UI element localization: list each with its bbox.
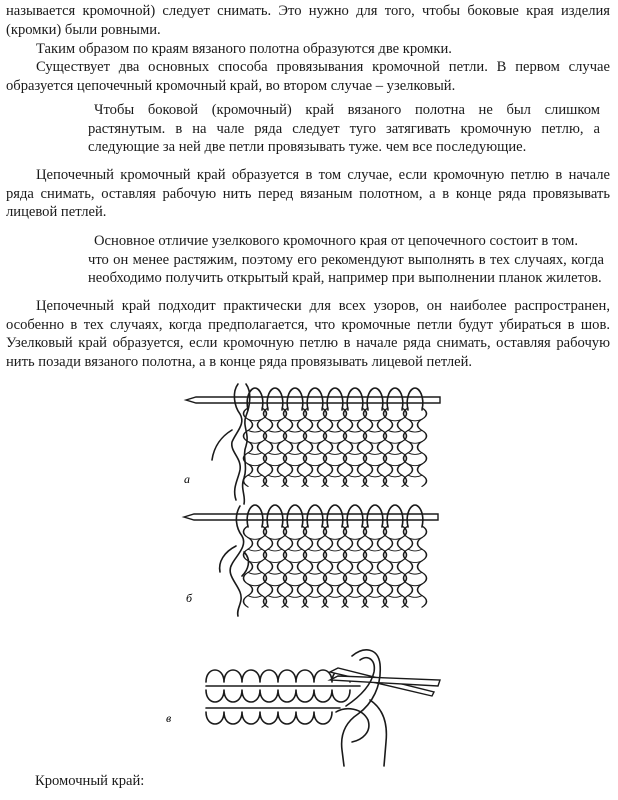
paragraph-1 [6,2,610,39]
knitting-edge-figure [0,370,618,770]
note-2-first-line: Основное отличие узелкового кромочного края от цепочечного состоит в том. [94,233,579,249]
note-1 [88,101,600,157]
figure-caption: Кромочный край: [35,773,145,789]
diagram-a [186,384,440,504]
diagram-c [206,650,440,766]
paragraph-5 [6,297,610,371]
paragraph-4 [6,166,610,222]
paragraph-2-text: Таким образом по краям вязаного полотна образуются две кромки. [36,41,452,57]
paragraph-1-text: называется кромочной) следует снимать. Это нужно для того, чтобы боковые края изделия (кромки) были ровными. [6,3,610,38]
paragraph-3 [6,58,610,95]
diagram-b-label: б [186,591,193,605]
note-2-text: что он менее растяжим, поэтому его рекомендуют выполнять в тех случаях, когда необходимо получить открытый край, например при выполнении планок жилетов. [88,251,604,287]
diagram-b [184,505,438,616]
paragraph-2 [6,40,610,59]
paragraph-4-text: Цепочечный кромочный край образуется в том случае, если кромочную петлю в начале ряда снимать, оставляя рабочую нить перед вязаным полотном, а в конце ряда провязывать лицевой петлей. [6,167,610,221]
paragraph-3-text: Существует два основных способа провязывания кромочной петли. В первом случае образуется цепочечный кромочный край, во втором случае – узелковый. [6,59,610,94]
diagram-c-label: в [166,711,172,725]
diagram-a-label: а [184,472,190,486]
note-2 [88,232,604,288]
paragraph-5-text: Цепочечный край подходит практически для всех узоров, он наиболее распространен, особенно в тех случаях, когда предполагается, что кромочные петли будут убираться в шов. Узелковый край образуется, если кромочную петлю в начале ряда снимать, оставляя рабочую нить позади вязаного полотна, а в конце ряда провязывать лицевой петлей. [6,298,610,370]
note-1-text: Чтобы боковой (кромочный) край вязаного полотна не был слишком растянутым. в на чале ряда следует туго затягивать кромочную петлю, а следующие за ней две петли провязывать туже. чем все последующие. [88,102,600,156]
